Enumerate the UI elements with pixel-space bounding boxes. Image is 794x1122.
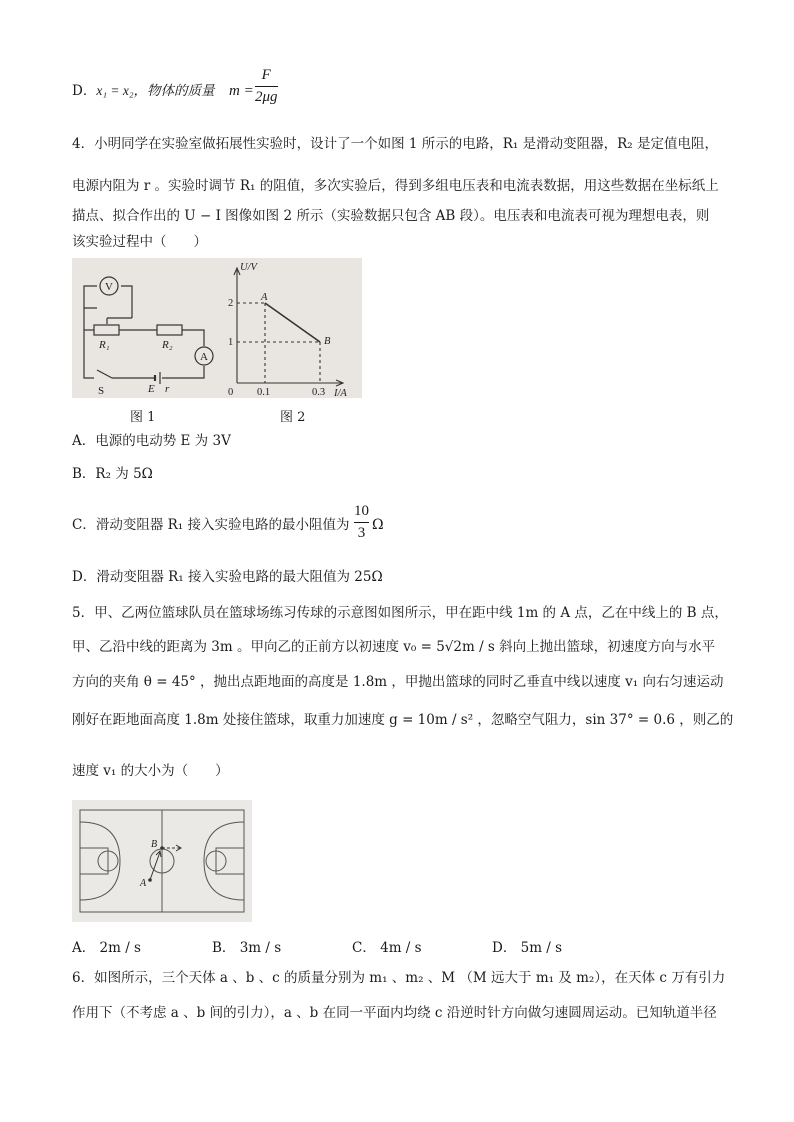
circuit-wire-bottom-left (84, 368, 94, 378)
r1-label: R₁ (99, 339, 110, 351)
internal-resistance-label: r (165, 383, 170, 395)
q4-figure-svg (72, 258, 362, 398)
q3-option-d-fraction: F 2μg (255, 67, 278, 105)
switch-s (97, 370, 112, 378)
r2-label: R₂ (162, 339, 173, 351)
court-label-a: A (140, 878, 147, 889)
graph-ytick-1: 1 (228, 337, 234, 348)
graph-point-b: B (324, 336, 331, 347)
q5-option-a: A． 2m / s (72, 940, 141, 956)
resistor-r2 (157, 325, 182, 335)
q5-stem-line5: 速度 v₁ 的大小为（ ） (72, 763, 229, 779)
q4-stem-line3: 描点、拟合作出的 U − I 图像如图 2 所示（实验数据只包含 AB 段）。电压表和电流表可视为理想电表，则 (72, 208, 710, 224)
q4-option-b: B．R₂ 为 5Ω (72, 466, 153, 482)
voltmeter-label: V (105, 281, 113, 293)
graph-xtick-01: 0.1 (257, 387, 271, 398)
q5-court-figure (72, 800, 252, 922)
court-right-three-point-arc (204, 822, 244, 900)
point-b-dot (160, 846, 164, 850)
ammeter-label: A (200, 351, 208, 363)
circuit-wire-voltmeter-left (84, 286, 97, 308)
fig2-caption: 图 2 (280, 410, 306, 425)
switch-label: S (98, 385, 105, 397)
ui-graph (234, 268, 343, 386)
q5-stem-line1: 5．甲、乙两位篮球队员在篮球场练习传球的示意图如图所示，甲在距中线 1m 的 A 点，乙在中线上的 B 点， (72, 605, 728, 621)
emf-label: E (148, 383, 155, 395)
q5-stem-line2: 甲、乙沿中线的距离为 3m 。甲向乙的正前方以初速度 v₀ = 5√2m / s 斜向上抛出篮球，初速度方向与水平 (72, 639, 716, 655)
q3-option-d: D．x₁ = x₂，物体的质量 (72, 83, 215, 99)
q4-option-c-fraction: 10 3 (354, 503, 369, 541)
graph-point-a: A (261, 292, 268, 303)
fig1-caption: 图 1 (130, 410, 156, 425)
q4-stem-line1: 4．小明同学在实验室做拓展性实验时，设计了一个如图 1 所示的电路，R₁ 是滑动变阻器，R₂ 是定值电阻， (72, 136, 718, 152)
q6-stem-line1: 6．如图所示，三个天体 a 、b 、c 的质量分别为 m₁ 、m₂ 、M （M 远大于 m₁ 及 m₂），在天体 c 万有引力 (72, 970, 726, 986)
graph-xtick-03: 0.3 (312, 387, 326, 398)
court-left-three-point-arc (80, 822, 120, 900)
circuit-wire-left (84, 308, 97, 368)
circuit-wire-voltmeter-right (121, 286, 132, 318)
q6-stem-line2: 作用下（不考虑 a 、b 间的引力），a 、b 在同一平面内均绕 c 沿逆时针方向做匀速圆周运动。已知轨道半径 (72, 1005, 717, 1021)
circuit-wire-right (182, 330, 204, 346)
q4-option-c-text: C．滑动变阻器 R₁ 接入实验电路的最小阻值为 (72, 517, 350, 533)
graph-ytick-2: 2 (228, 298, 234, 309)
graph-ylabel: U/V (240, 262, 257, 273)
resistor-r1 (94, 325, 119, 335)
q4-stem-line2: 电源内阻为 r 。实验时调节 R₁ 的阻值，多次实验后，得到多组电压表和电流表数据，用这些数据在坐标纸上 (72, 178, 719, 194)
q5-option-b: B． 3m / s (212, 940, 282, 956)
graph-line-ab (265, 303, 320, 342)
q4-option-c-unit: Ω (372, 517, 384, 533)
q5-option-d: D． 5m / s (492, 940, 563, 956)
q5-stem-line3: 方向的夹角 θ = 45° ，抛出点距地面的高度是 1.8m ，甲抛出篮球的同时乙垂直中线以速度 v₁ 向右匀速运动 (72, 674, 724, 690)
q4-option-d: D．滑动变阻器 R₁ 接入实验电路的最大阻值为 25Ω (72, 569, 383, 585)
graph-xlabel: I/A (334, 388, 347, 398)
q4-option-a: A．电源的电动势 E 为 3V (72, 433, 231, 449)
point-a-dot (148, 878, 152, 882)
court-label-b: B (151, 839, 158, 850)
graph-origin: 0 (228, 387, 234, 398)
circuit-diagram (84, 277, 213, 384)
court-svg (72, 800, 252, 922)
q3-option-d-lhs: m = (229, 83, 254, 99)
q5-stem-line4: 刚好在距地面高度 1.8m 处接住篮球，取重力加速度 g = 10m / s² ，忽略空气阻力，sin 37° = 0.6 ，则乙的 (72, 712, 734, 728)
circuit-wire-bottom-right (162, 366, 204, 378)
q4-figure (72, 258, 362, 398)
q5-option-c: C． 4m / s (352, 940, 422, 956)
q4-stem-line4: 该实验过程中（ ） (72, 234, 207, 250)
